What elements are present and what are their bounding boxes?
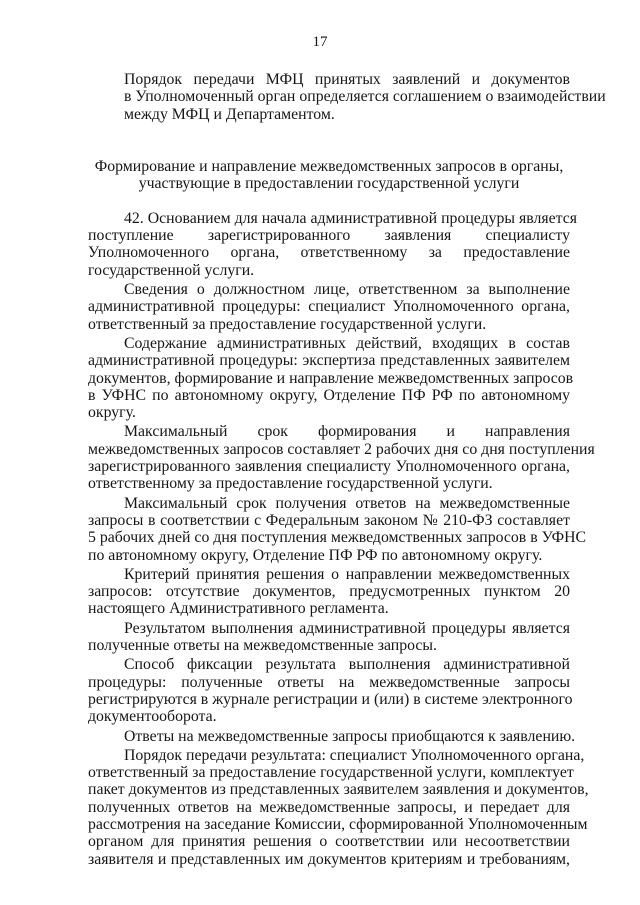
text-line: Способ фиксации результата выполнения административной — [124, 656, 570, 674]
text-line: документооборота. — [88, 708, 217, 726]
text-line: ответственный за предоставление государственной услуги, комплектует — [88, 764, 574, 782]
text-line: округу. — [88, 404, 136, 422]
text-line: 5 рабочих дней со дня поступления межведомственных запросов в УФНС — [88, 529, 587, 547]
section-heading — [88, 158, 570, 192]
paragraph-42 — [88, 209, 578, 279]
text-line: между МФЦ и Департаментом. — [124, 105, 335, 123]
text-line: Уполномоченного органа, ответственному за предоставление — [88, 244, 570, 262]
text-line: Результатом выполнения административной процедуры является — [124, 619, 570, 637]
text-line: запросы в соответствии с Федеральным законом № 210-ФЗ составляет — [88, 511, 570, 529]
text-line: Порядок передачи результата: специалист Уполномоченного органа, — [124, 746, 585, 764]
text-line: административной процедуры: экспертиза представленных заявителем — [88, 352, 570, 370]
text-line: в Уполномоченный орган определяется соглашением о взаимодействии — [124, 88, 606, 106]
text-line: регистрируются в журнале регистрации и (или) в системе электронного — [88, 690, 573, 708]
text-line: документов, формирование и направление межведомственных запросов — [88, 369, 574, 387]
text-line: ответственному за предоставление государственной услуги. — [88, 475, 493, 493]
text-line: Максимальный срок формирования и направления — [124, 423, 570, 441]
text-line: Ответы на межведомственные запросы приобщаются к заявлению. — [124, 727, 576, 745]
text-line: рассмотрения на заседание Комиссии, сформированной Уполномоченным — [88, 815, 588, 833]
text-line: межведомственных запросов составляет 2 рабочих дня со дня поступления — [88, 440, 595, 458]
heading-line: участвующие в предоставлении государственной услуги — [138, 174, 520, 192]
text-line: Критерий принятия решения о направлении межведомственных — [124, 565, 570, 583]
paragraph-max-response-time — [88, 494, 587, 564]
text-line: в УФНС по автономному округу, Отделение ПФ РФ по автономному — [88, 386, 570, 404]
page-number: 17 — [312, 34, 328, 50]
text-line: зарегистрированного заявления специалисту Уполномоченного органа, — [88, 458, 570, 476]
paragraph-result — [88, 620, 570, 655]
text-line: по автономному округу, Отделение ПФ РФ по автономному округу. — [88, 546, 543, 564]
text-line: Содержание административных действий, входящих в состав — [124, 334, 570, 352]
page-body — [88, 71, 606, 868]
text-line: административной процедуры: специалист Уполномоченного органа, — [88, 298, 570, 316]
text-line: полученные ответы на межведомственные запросы. — [88, 637, 437, 655]
text-line: поступление зарегистрированного заявления специалисту — [88, 227, 570, 245]
text-line: полученных ответов на межведомственные запросы, и передает для — [88, 798, 570, 816]
text-line: заявителя и представленных им документов критериям и требованиям, — [88, 850, 570, 868]
paragraph-recording-method — [88, 656, 573, 726]
paragraph-actions-content — [88, 334, 574, 422]
text-line: 42. Основанием для начала административной процедуры является — [124, 209, 578, 227]
heading-line: Формирование и направление межведомственных запросов в органы, — [94, 157, 564, 175]
text-line: настоящего Административного регламента. — [88, 600, 389, 618]
text-line: запросов: отсутствие документов, предусмотренных пунктом 20 — [88, 583, 570, 601]
paragraph-result-transfer — [88, 746, 589, 868]
paragraph-transfer-order — [88, 71, 606, 123]
text-line: процедуры: полученные ответы на межведомственные запросы — [88, 673, 570, 691]
paragraph-responsible-official — [88, 281, 570, 333]
paragraph-attach-responses — [88, 727, 576, 745]
text-line: органом для принятия решения о соответствии или несоответствии — [88, 833, 570, 851]
paragraph-decision-criterion — [88, 566, 570, 618]
text-line: Сведения о должностном лице, ответственном за выполнение — [124, 281, 570, 299]
text-line: пакет документов из представленных заявителем заявления и документов, — [88, 781, 589, 799]
text-line: Максимальный срок получения ответов на межведомственные — [124, 494, 570, 512]
paragraph-max-formation-time — [88, 423, 595, 493]
text-line: Порядок передачи МФЦ принятых заявлений и документов — [124, 71, 570, 88]
text-line: государственной услуги. — [88, 261, 255, 279]
text-line: ответственный за предоставление государственной услуги. — [88, 315, 487, 333]
